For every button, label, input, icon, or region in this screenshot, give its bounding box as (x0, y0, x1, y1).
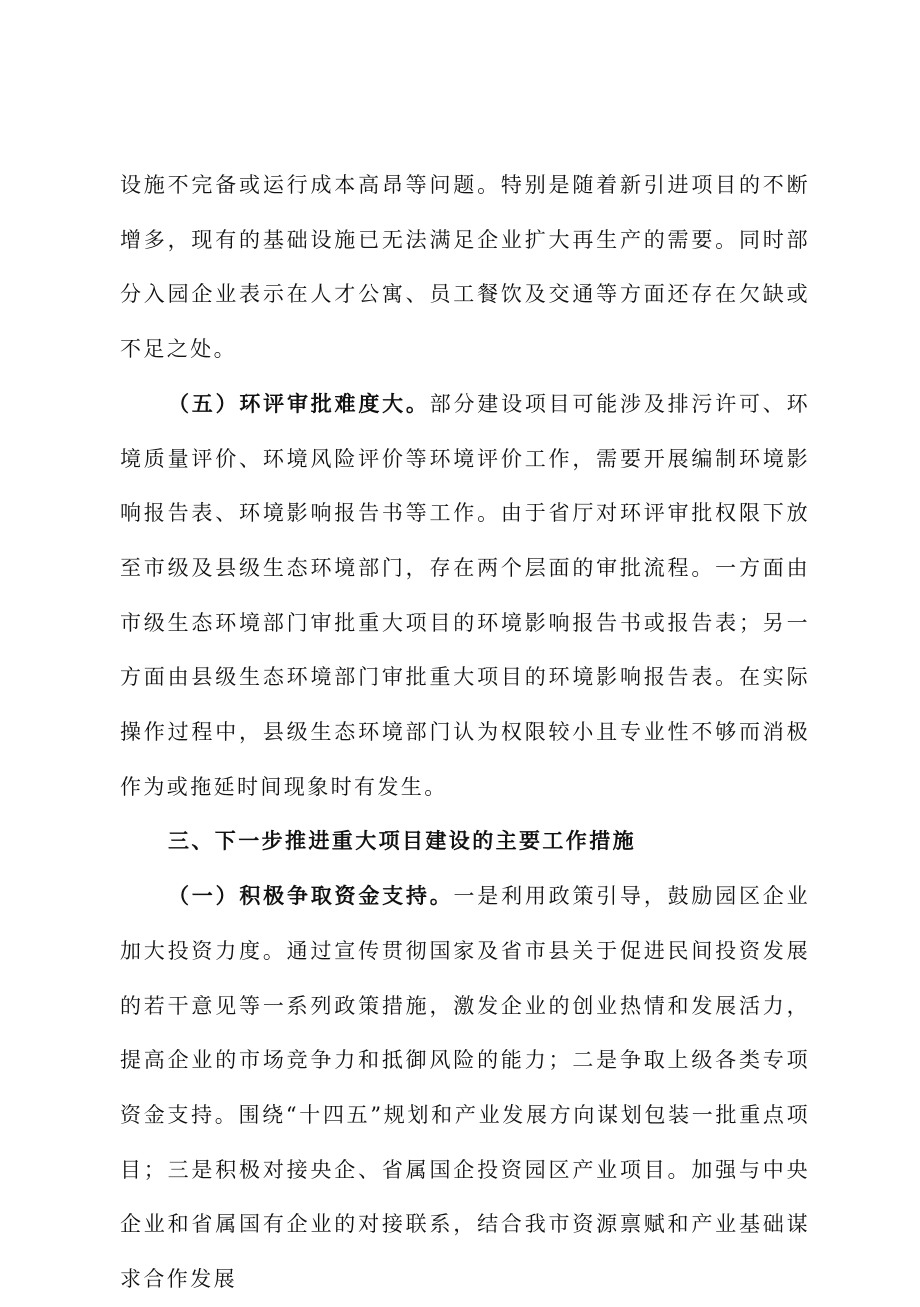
document-body (120, 158, 810, 1307)
paragraph-env-approval-body: 部分建设项目可能涉及排污许可、环境质量评价、环境风险评价等环境评价工作，需要开展编制环境影响报告表、环境影响报告书等工作。由于省厅对环评审批权限下放至市级及县级生态环境部门，存在两个层面的审批流程。一方面由市级生态环境部门审批重大项目的环境影响报告书或报告表；另一方面由县级生态环境部门审批重大项目的环境影响报告表。在实际操作过程中，县级生态环境部门认为权限较小且专业性不够而消极作为或拖延时间现象时有发生。 (120, 391, 810, 799)
paragraph-funding-support (120, 869, 810, 1307)
paragraph-funding-support-title: （一）积极争取资金支持。 (168, 883, 454, 909)
section-heading-next-steps: 三、下一步推进重大项目建设的主要工作措施 (168, 828, 636, 854)
paragraph-env-approval-title: （五）环评审批难度大。 (168, 390, 430, 416)
paragraph-env-approval (120, 377, 810, 815)
paragraph-continuation (120, 158, 810, 377)
paragraph-funding-support-body: 一是利用政策引导，鼓励园区企业加大投资力度。通过宣传贯彻国家及省市县关于促进民间投资发展的若干意见等一系列政策措施，激发企业的创业热情和发展活力，提高企业的市场竞争力和抵御风险的能力；二是争取上级各类专项资金支持。围绕“十四五”规划和产业发展方向谋划包装一批重点项目；三是积极对接央企、省属国企投资园区产业项目。加强与中央企业和省属国有企业的对接联系，结合我市资源禀赋和产业基础谋求合作发展 (120, 884, 810, 1292)
paragraph-continuation-text: 设施不完备或运行成本高昂等问题。特别是随着新引进项目的不断增多，现有的基础设施已无法满足企业扩大再生产的需要。同时部分入园企业表示在人才公寓、员工餐饮及交通等方面还存在欠缺或不足之处。 (120, 173, 810, 362)
